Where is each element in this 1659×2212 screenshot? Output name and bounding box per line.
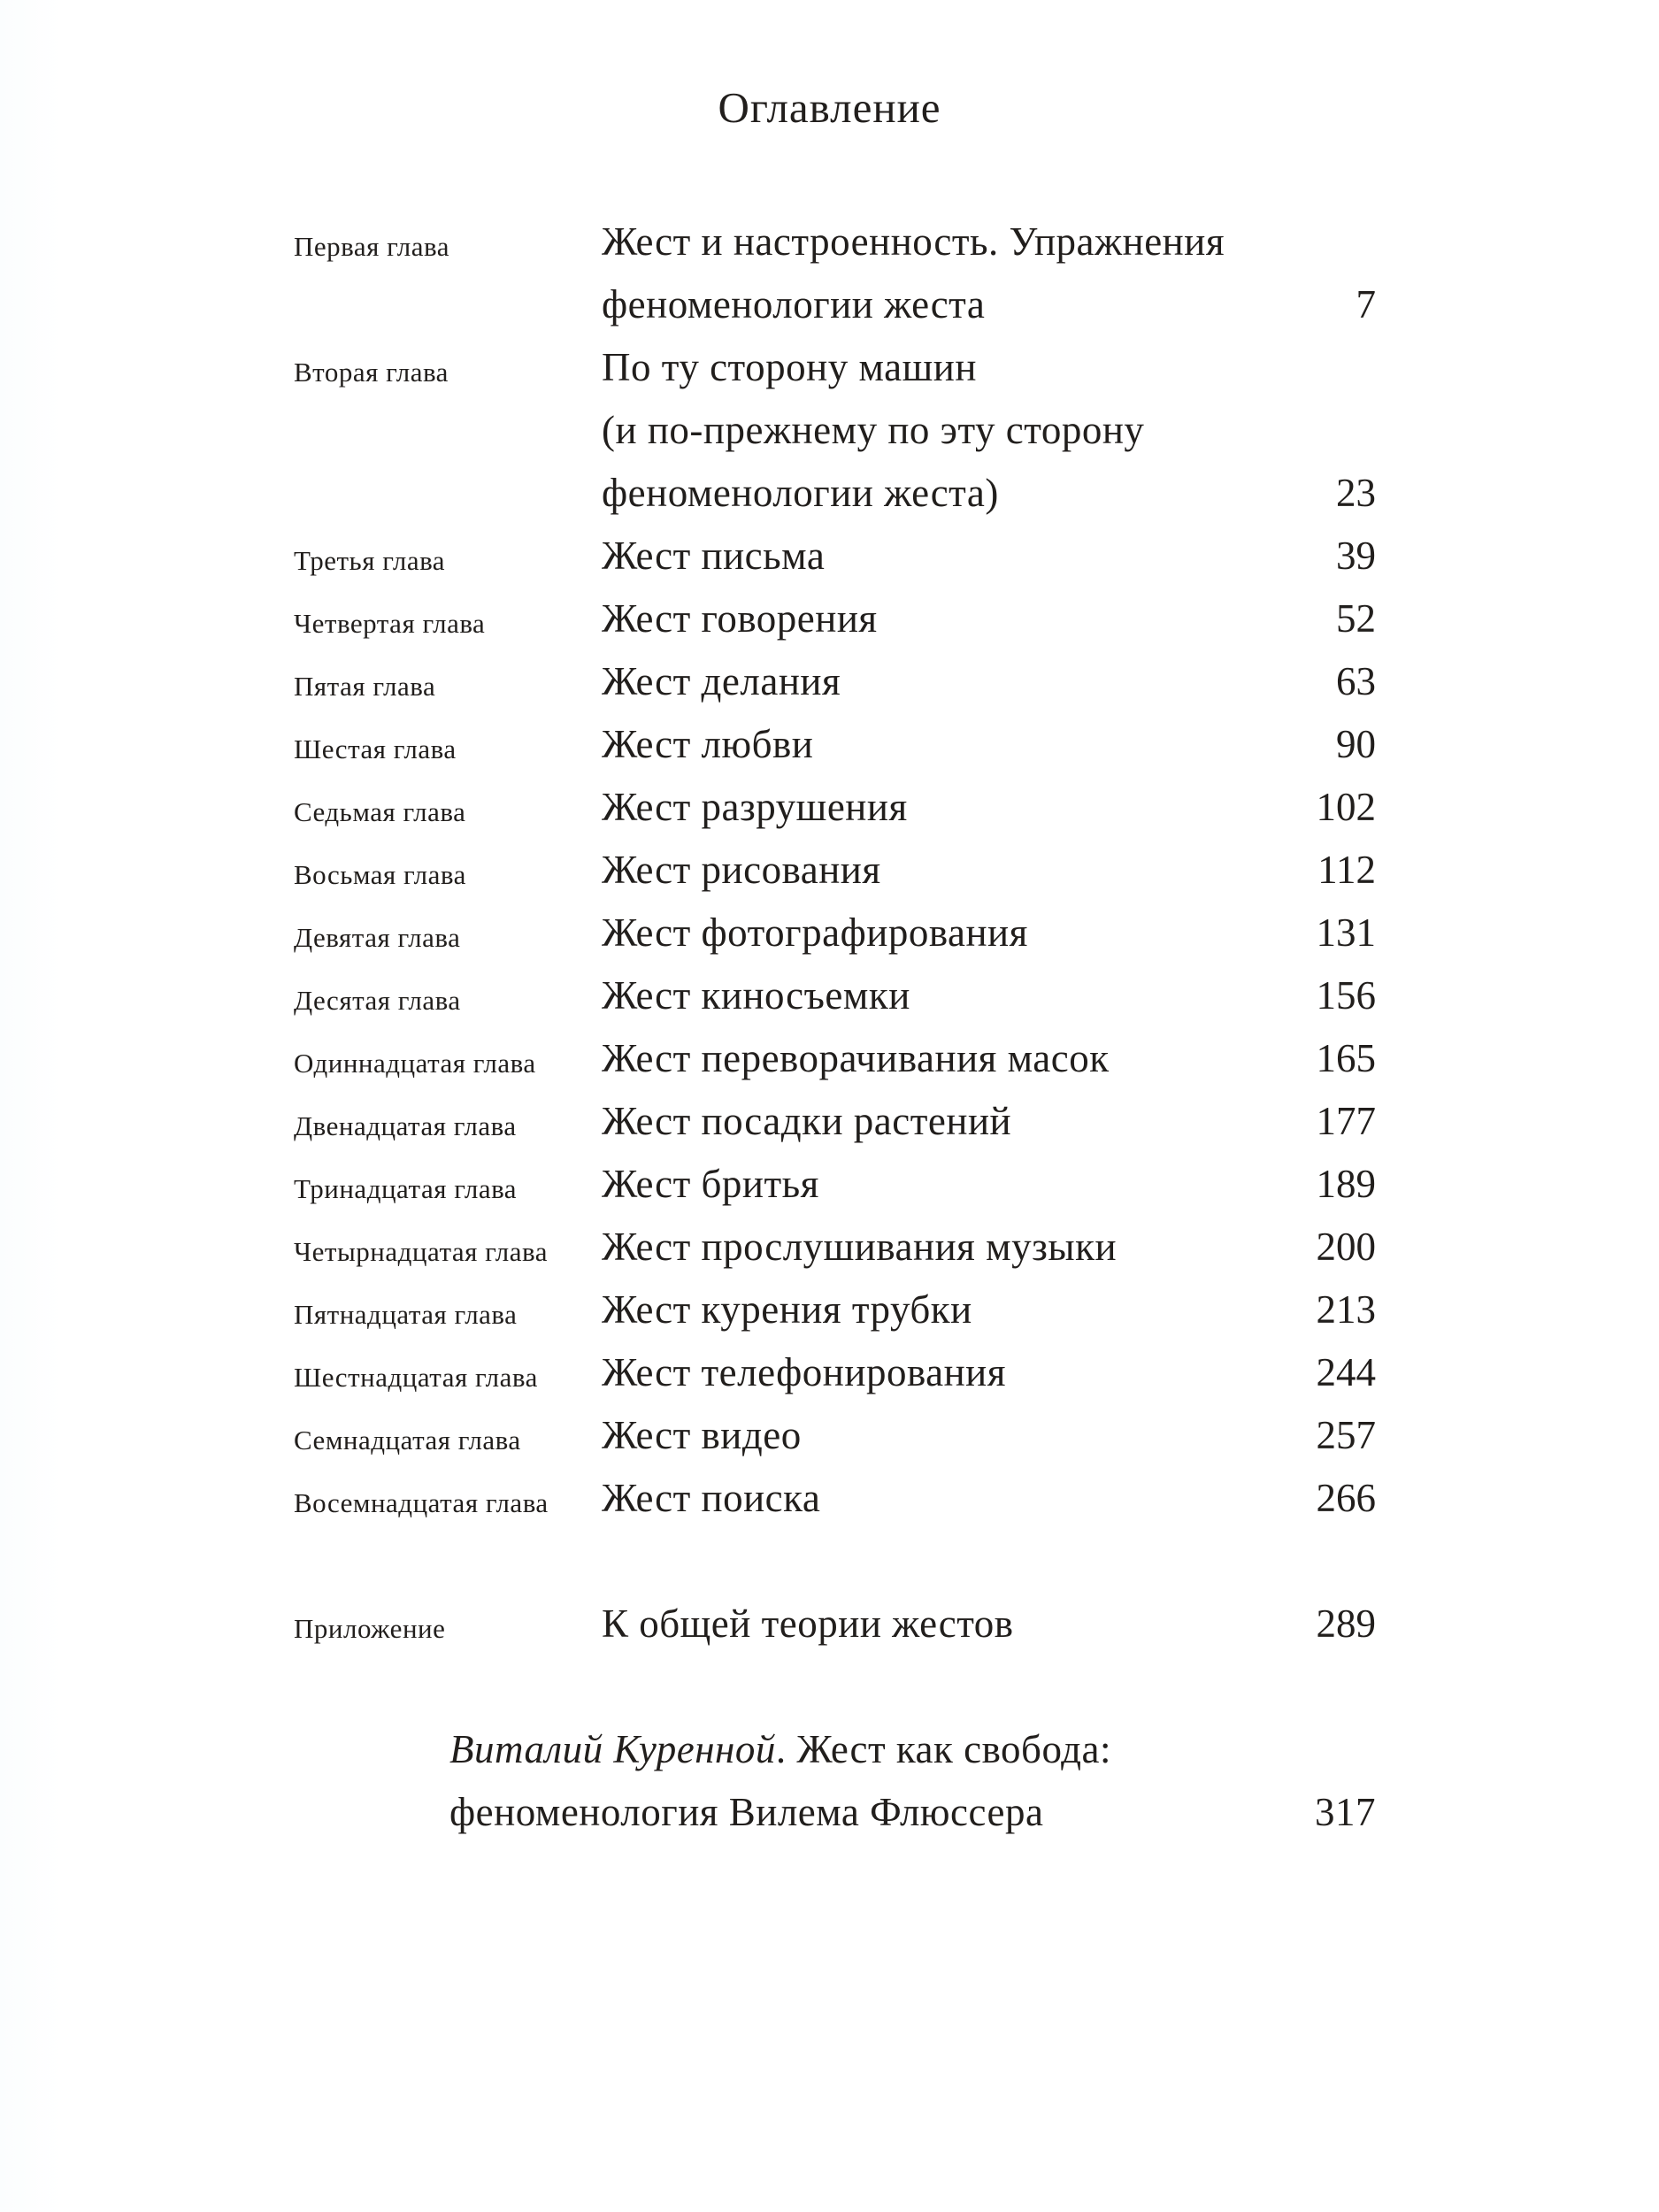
chapter-title (602, 1467, 1317, 1530)
afterword-title-line-1 (449, 1718, 1376, 1781)
chapter-title-line: Жест делания (602, 659, 841, 703)
toc-row (294, 588, 1376, 650)
chapter-title (602, 902, 1317, 964)
toc-row (294, 1404, 1376, 1467)
chapter-title-line: (и по-прежнему по эту сторону (602, 408, 1145, 452)
chapter-label: Четырнадцатая глава (294, 1236, 549, 1267)
chapter-title-line: Жест любви (602, 722, 814, 766)
toc-row (294, 336, 1376, 525)
chapter-label: Одиннадцатая глава (294, 1048, 536, 1079)
chapter-title-line: Жест телефонирования (602, 1350, 1006, 1394)
chapter-title-line: Жест и настроенность. Упражнения (602, 219, 1225, 264)
chapter-title (602, 650, 1336, 713)
chapter-title (602, 1216, 1317, 1279)
chapter-title (602, 336, 1336, 525)
chapter-title-line: Жест поиска (602, 1476, 821, 1520)
chapter-title (602, 1090, 1317, 1153)
chapter-label: Первая глава (294, 231, 450, 262)
chapter-title-line: Жест бритья (602, 1162, 819, 1206)
page-number: 257 (1316, 1413, 1376, 1457)
toc-row (294, 1341, 1376, 1404)
chapter-title (602, 1153, 1317, 1216)
chapter-title (602, 964, 1317, 1027)
chapter-title-line: Жест фотографирования (602, 910, 1028, 955)
toc-row (294, 713, 1376, 776)
chapter-title (602, 1341, 1317, 1404)
chapter-title (602, 588, 1336, 650)
toc-row (294, 964, 1376, 1027)
toc-row (294, 1279, 1376, 1341)
chapter-title (602, 713, 1336, 776)
chapter-title-line: феноменологии жеста) (602, 471, 999, 515)
page-number: 165 (1316, 1036, 1376, 1080)
toc-row (294, 1593, 1376, 1655)
chapter-title (602, 776, 1317, 839)
chapter-label: Шестая глава (294, 733, 457, 764)
chapter-title-line: Жест письма (602, 534, 826, 578)
chapter-title-line: Жест видео (602, 1413, 802, 1457)
toc-row (294, 525, 1376, 588)
chapter-title (602, 211, 1356, 336)
page-number: 200 (1316, 1225, 1376, 1269)
chapter-title-line: Жест киносъемки (602, 973, 910, 1018)
chapter-label: Восьмая глава (294, 859, 466, 890)
chapter-label: Тринадцатая глава (294, 1173, 518, 1204)
toc-row (294, 1467, 1376, 1530)
chapter-title (602, 525, 1336, 588)
page-number: 131 (1316, 910, 1376, 955)
page-number: 7 (1356, 282, 1376, 326)
page-number: 213 (1316, 1287, 1376, 1332)
chapter-title (602, 1404, 1317, 1467)
chapter-title (602, 839, 1317, 902)
chapter-title-line: К общей теории жестов (602, 1601, 1014, 1646)
page-number: 189 (1316, 1162, 1376, 1206)
page-number: 112 (1317, 848, 1376, 892)
afterword-entry (0, 1718, 1659, 1844)
chapter-title-line: Жест прослушивания музыки (602, 1225, 1118, 1269)
chapter-label: Приложение (294, 1613, 446, 1644)
chapter-label: Седьмая глава (294, 796, 466, 827)
afterword-author: Виталий Куренной (449, 1727, 776, 1771)
chapter-title (602, 1027, 1317, 1090)
toc-row (294, 776, 1376, 839)
chapter-title-line: Жест переворачивания масок (602, 1036, 1110, 1080)
toc-row (294, 1090, 1376, 1153)
chapter-title-line: Жест говорения (602, 596, 878, 641)
chapter-title-line: феноменологии жеста (602, 282, 986, 326)
chapter-title (602, 1279, 1317, 1341)
page-number: 289 (1316, 1601, 1376, 1646)
page-number: 39 (1336, 534, 1376, 578)
chapter-label: Шестнадцатая глава (294, 1362, 538, 1393)
chapter-label: Пятнадцатая глава (294, 1299, 518, 1330)
page-number: 23 (1336, 471, 1376, 515)
toc-row (294, 1216, 1376, 1279)
toc-row (294, 839, 1376, 902)
afterword-title-text: феноменология Вилема Флюссера (449, 1790, 1044, 1834)
chapter-title-line: Жест рисования (602, 848, 881, 892)
toc-row (294, 1153, 1376, 1216)
chapter-title-line: Жест посадки растений (602, 1099, 1012, 1143)
chapter-label: Девятая глава (294, 922, 461, 953)
chapter-title-line: По ту сторону машин (602, 345, 977, 389)
chapter-title-line: Жест разрушения (602, 785, 908, 829)
chapter-label: Двенадцатая глава (294, 1110, 517, 1141)
page-title: Оглавление (718, 83, 941, 132)
page-number: 102 (1316, 785, 1376, 829)
chapter-title-line: Жест курения трубки (602, 1287, 972, 1332)
page-number: 317 (1315, 1790, 1376, 1834)
chapter-label: Семнадцатая глава (294, 1425, 521, 1455)
chapter-label: Пятая глава (294, 671, 436, 702)
chapter-label: Вторая глава (294, 357, 449, 388)
page-number: 177 (1316, 1099, 1376, 1143)
toc-row (294, 902, 1376, 964)
page-number: 244 (1316, 1350, 1376, 1394)
toc-row (294, 211, 1376, 336)
page-number: 90 (1336, 722, 1376, 766)
chapter-title (602, 1593, 1317, 1655)
toc-row (294, 1027, 1376, 1090)
afterword-title-part: . Жест как свобода: (775, 1727, 1112, 1771)
chapter-label: Третья глава (294, 545, 446, 576)
toc-list (0, 211, 1659, 1655)
afterword-title-line-2 (449, 1781, 1376, 1844)
chapter-label: Восемнадцатая глава (294, 1487, 549, 1518)
chapter-label: Десятая глава (294, 985, 461, 1016)
page-number: 156 (1316, 973, 1376, 1018)
page-number: 63 (1336, 659, 1376, 703)
page-number: 266 (1316, 1476, 1376, 1520)
page-number: 52 (1336, 596, 1376, 641)
chapter-label: Четвертая глава (294, 608, 486, 639)
toc-row (294, 650, 1376, 713)
